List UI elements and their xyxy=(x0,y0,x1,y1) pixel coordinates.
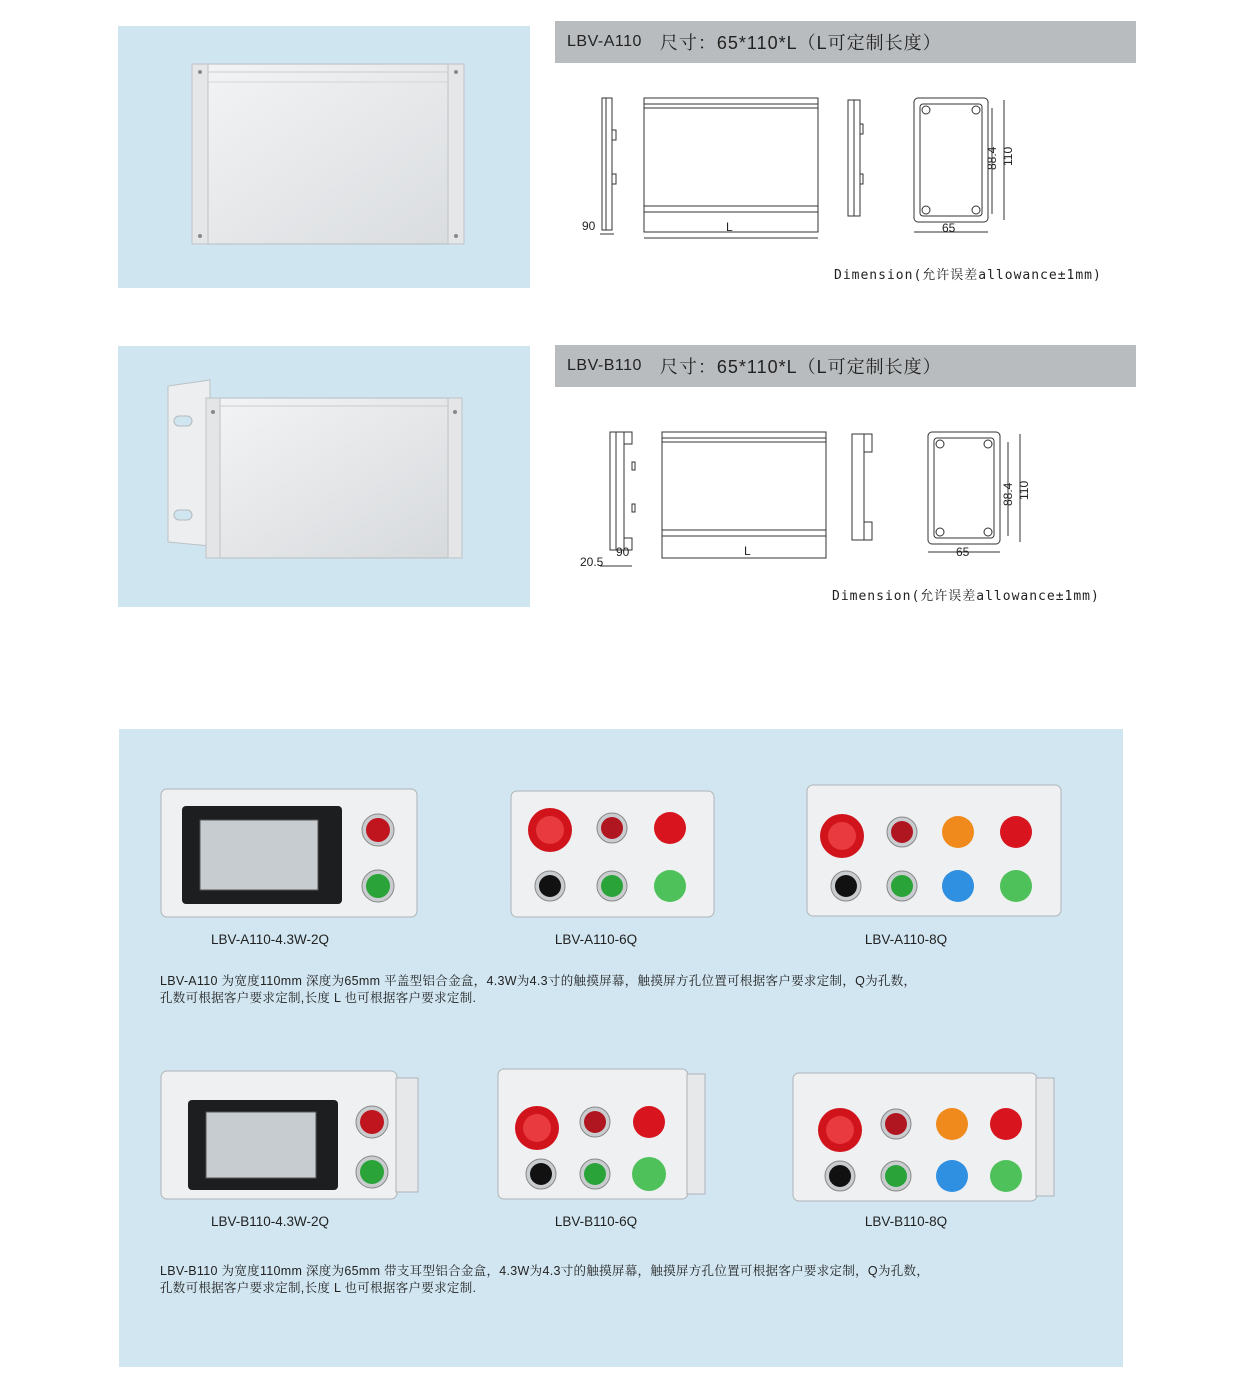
dim-length: L xyxy=(726,220,733,234)
size-label: 尺寸：65*110*L（L可定制长度） xyxy=(659,33,942,53)
model-name: LBV-B110 xyxy=(567,357,642,374)
variant-box-b110-6q xyxy=(497,1068,707,1200)
description-line: LBV-B110 为宽度110mm 深度为65mm 带支耳型铝合金盒，4.3W为4.3寸的触摸屏幕，触摸屏方孔位置可根据客户要求定制，Q为孔数， xyxy=(160,1264,930,1278)
variant-caption: LBV-B110-8Q xyxy=(864,1214,948,1229)
product-photo-b110 xyxy=(118,346,530,607)
description-line: LBV-A110 为宽度110mm 深度为65mm 平盖型铝合金盒，4.3W为4.3寸的触摸屏幕，触摸屏方孔位置可根据客户要求定制，Q为孔数， xyxy=(160,974,917,988)
size-label: 尺寸：65*110*L（L可定制长度） xyxy=(659,357,942,377)
dim-length: L xyxy=(744,544,751,558)
dimension-note-a110: Dimension(允许误差allowance±1mm) xyxy=(834,268,1102,283)
description-a110 xyxy=(160,973,1090,1007)
red-button-icon xyxy=(362,814,394,846)
green-button-icon xyxy=(362,870,394,902)
dim-side-depth: 90 xyxy=(616,545,630,559)
model-name: LBV-A110 xyxy=(567,33,642,50)
dim-side-depth: 90 xyxy=(582,219,596,233)
dimension-drawing-a110 xyxy=(560,88,1040,248)
dim-inner-height: 88.4 xyxy=(985,146,999,170)
description-line: 孔数可根据客户要求定制,长度 L 也可根据客户要求定制. xyxy=(160,991,477,1005)
variant-caption: LBV-A110-8Q xyxy=(864,932,948,947)
emergency-stop-icon xyxy=(515,1106,559,1150)
dim-height: 110 xyxy=(1017,480,1031,500)
dim-ear: 20.5 xyxy=(580,555,604,569)
dim-height: 110 xyxy=(1001,146,1015,166)
product-photo-a110 xyxy=(118,26,530,288)
dimension-drawing-b110 xyxy=(560,420,1040,580)
dimension-note-b110: Dimension(允许误差allowance±1mm) xyxy=(832,589,1100,604)
variant-caption: LBV-A110-6Q xyxy=(554,932,638,947)
description-line: 孔数可根据客户要求定制,长度 L 也可根据客户要求定制. xyxy=(160,1281,477,1295)
spec-header-b110 xyxy=(555,345,1136,387)
dim-width: 65 xyxy=(956,545,970,559)
spec-header-a110 xyxy=(555,21,1136,63)
variant-box-a110-8q xyxy=(806,784,1062,917)
variant-box-a110-4.3w-2q xyxy=(160,788,418,918)
emergency-stop-icon xyxy=(820,814,864,858)
dim-width: 65 xyxy=(942,221,956,235)
emergency-stop-icon xyxy=(818,1108,862,1152)
variant-caption: LBV-B110-6Q xyxy=(554,1214,638,1229)
variant-box-b110-8q xyxy=(792,1072,1056,1202)
description-b110 xyxy=(160,1263,1100,1297)
dim-inner-height: 88.4 xyxy=(1001,482,1015,506)
variant-box-a110-6q xyxy=(510,790,715,918)
variant-box-b110-4.3w-2q xyxy=(160,1070,420,1200)
variant-caption: LBV-B110-4.3W-2Q xyxy=(210,1214,330,1229)
variant-caption: LBV-A110-4.3W-2Q xyxy=(210,932,330,947)
emergency-stop-icon xyxy=(528,808,572,852)
